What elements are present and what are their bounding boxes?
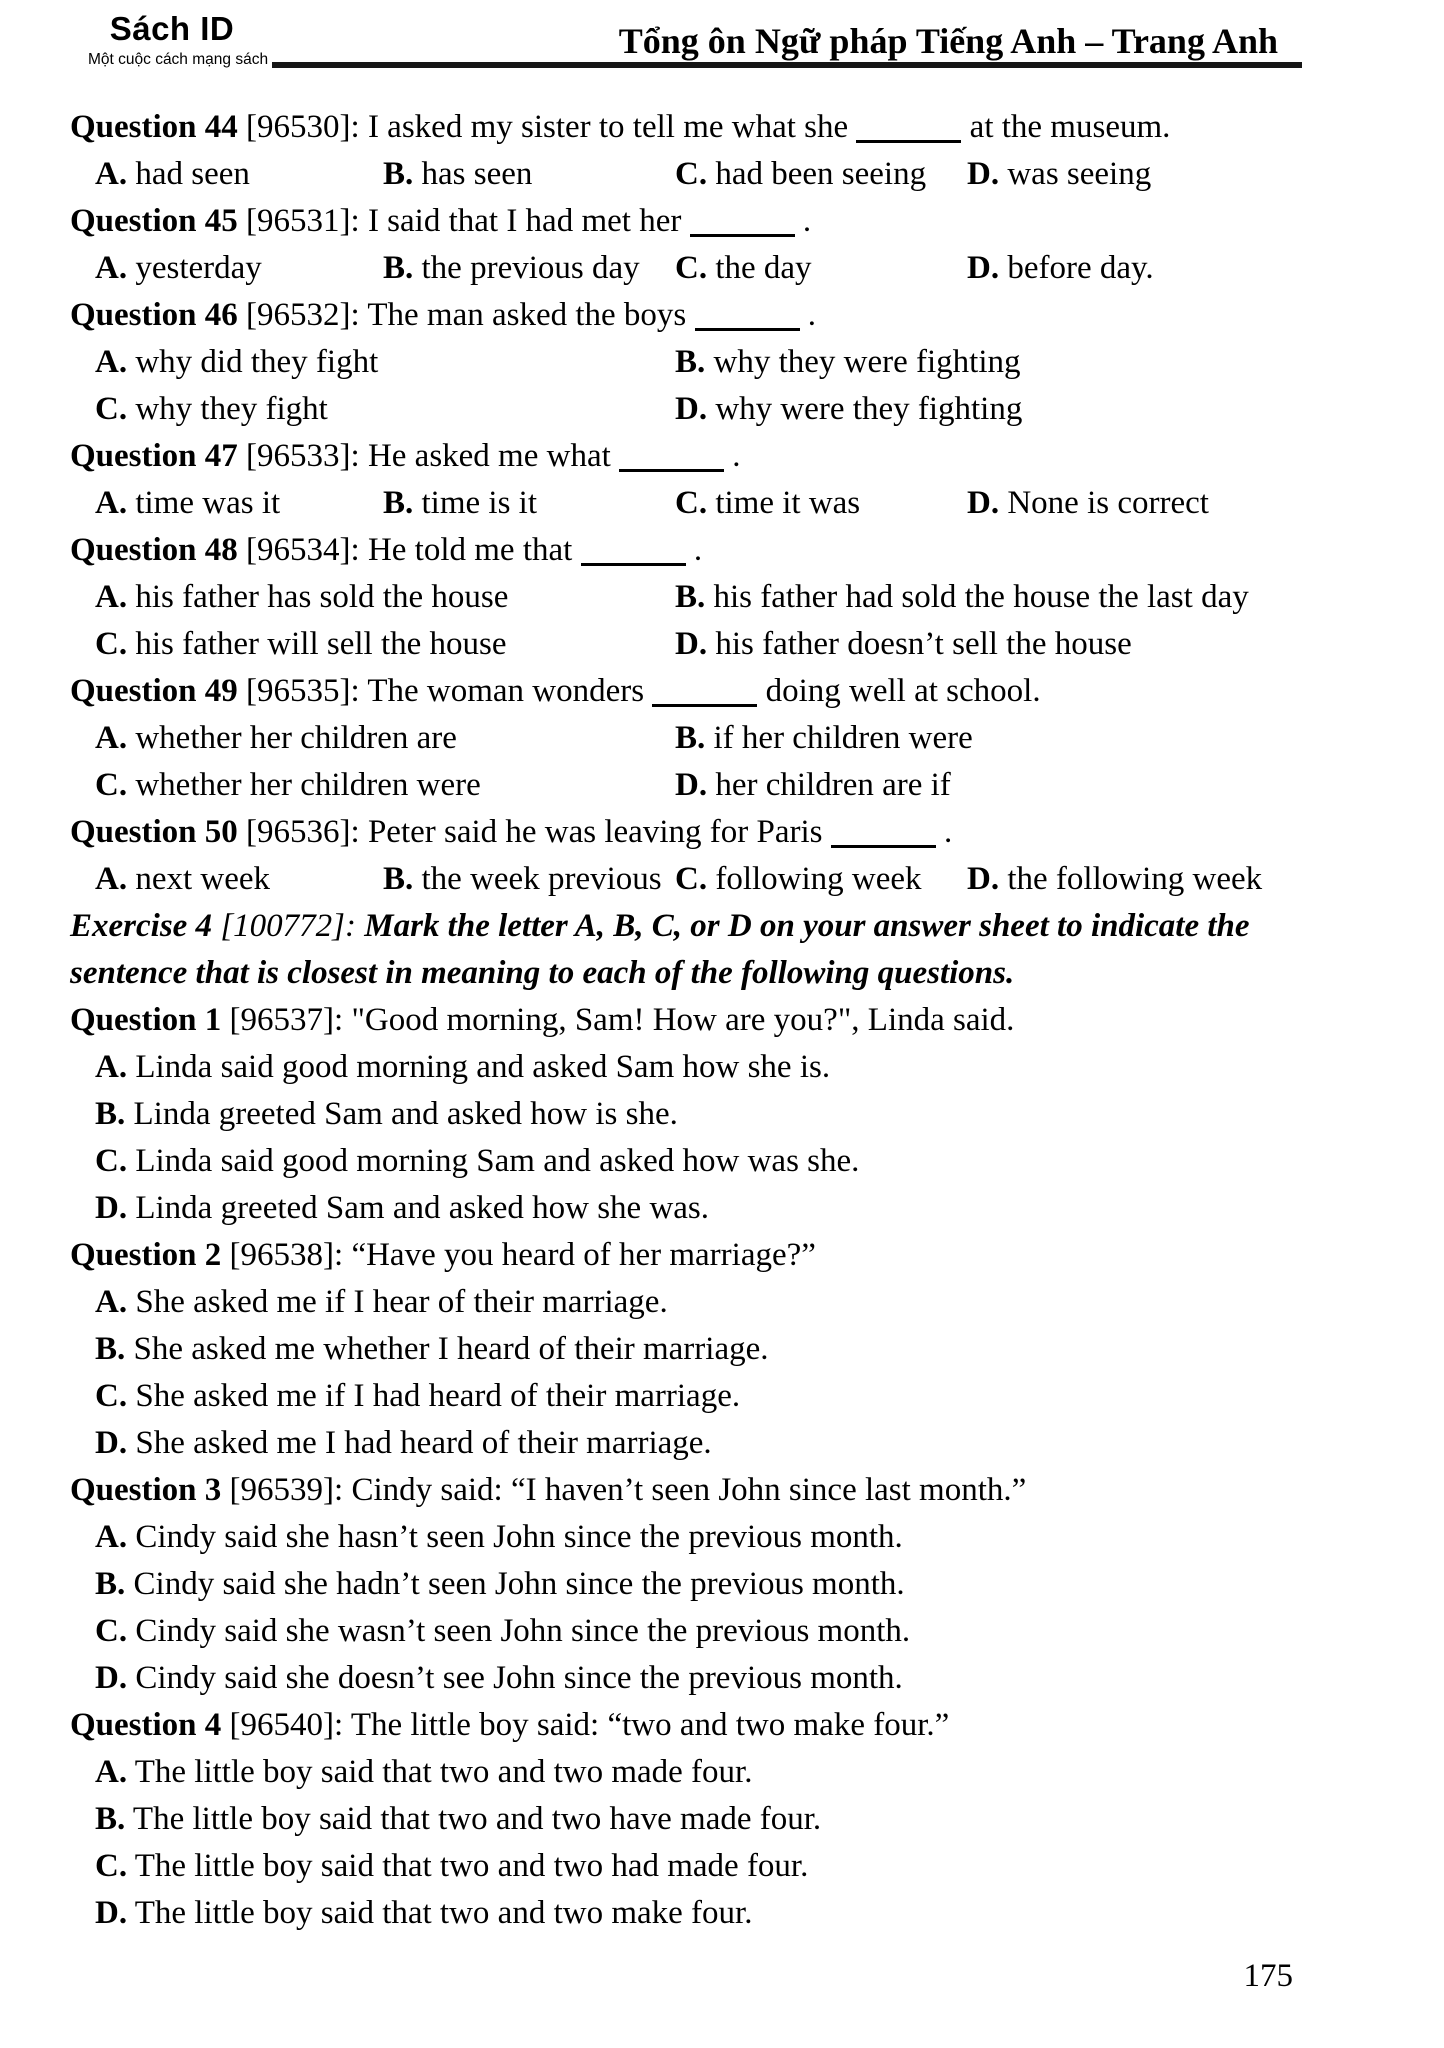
option	[95, 856, 383, 903]
option-text: She asked me if I had heard of their marriage.	[135, 1378, 741, 1414]
option	[383, 856, 675, 903]
option-line	[70, 1326, 1310, 1373]
option-text: Linda said good morning Sam and asked how was she.	[135, 1143, 860, 1179]
option-text: following week	[715, 861, 922, 897]
option	[95, 1895, 752, 1931]
option-letter: D.	[967, 485, 1000, 521]
question-text: The man asked the boys	[367, 297, 695, 333]
option	[95, 1848, 808, 1884]
option-letter: B.	[95, 1566, 126, 1602]
option	[95, 1049, 830, 1085]
option-text: had been seeing	[715, 156, 927, 192]
option-line	[70, 1138, 1310, 1185]
question-list	[70, 104, 1310, 1937]
option-letter: D.	[675, 626, 708, 662]
option-text: yesterday	[135, 250, 262, 286]
question-stem	[70, 809, 1310, 856]
question-text: .	[935, 814, 953, 850]
option-text: why they were fighting	[713, 344, 1021, 380]
option-text: the following week	[1007, 861, 1263, 897]
option-text: Linda said good morning and asked Sam how she is.	[135, 1049, 831, 1085]
question-stem	[70, 292, 1310, 339]
option-text: whether her children were	[135, 767, 481, 803]
option-letter: C.	[95, 391, 128, 427]
question-text: "Good morning, Sam! How are you?", Linda said.	[351, 1002, 1015, 1038]
answer-blank	[831, 818, 936, 848]
option-letter: D.	[967, 250, 1000, 286]
question-label: Question 49	[70, 673, 238, 709]
option-text: why did they fight	[135, 344, 379, 380]
exercise-code: [100772]:	[220, 908, 356, 944]
option-letter: C.	[95, 1143, 128, 1179]
question-text: The little boy said: “two and two make four.”	[350, 1707, 950, 1743]
question-code: [96535]:	[246, 673, 360, 709]
answer-blank	[695, 301, 800, 331]
option-letter: B.	[383, 156, 414, 192]
answer-blank	[652, 677, 757, 707]
option-text: The little boy said that two and two made four.	[134, 1754, 753, 1790]
question-label: Question 46	[70, 297, 238, 333]
question-code: [96539]:	[229, 1472, 344, 1508]
option-text: the day	[715, 250, 812, 286]
question-label: Question 1	[70, 1002, 222, 1038]
option-text: next week	[135, 861, 271, 897]
option	[95, 762, 675, 809]
question-code: [96536]:	[246, 814, 360, 850]
question-stem	[70, 527, 1310, 574]
question-code: [96537]:	[229, 1002, 344, 1038]
exercise-label: Exercise 4	[70, 908, 213, 944]
option-letter: C.	[675, 250, 708, 286]
question-stem	[70, 433, 1310, 480]
option-text: has seen	[421, 156, 533, 192]
question-text: He asked me what	[367, 438, 620, 474]
question-stem	[70, 668, 1310, 715]
option-text: Cindy said she wasn’t seen John since the previous month.	[135, 1613, 911, 1649]
option-letter: A.	[95, 720, 128, 756]
answer-blank	[581, 536, 686, 566]
option	[967, 151, 1310, 198]
option-text: She asked me if I hear of their marriage.	[135, 1284, 668, 1320]
option-letter: A.	[95, 1519, 128, 1555]
option-line	[70, 1608, 1310, 1655]
page-number: 175	[1243, 1958, 1293, 1994]
option	[95, 1754, 752, 1790]
option	[675, 480, 967, 527]
option-text: whether her children are	[135, 720, 457, 756]
option-letter: B.	[95, 1331, 126, 1367]
option	[95, 574, 675, 621]
option-text: his father has sold the house	[135, 579, 509, 615]
option-letter: B.	[95, 1801, 126, 1837]
question-code: [96531]:	[246, 203, 360, 239]
option-letter: D.	[967, 156, 1000, 192]
page-header-title: Tổng ôn Ngữ pháp Tiếng Anh – Trang Anh	[618, 21, 1278, 61]
option-text: the week previous	[421, 861, 662, 897]
option-text: if her children were	[713, 720, 973, 756]
option-text: why were they fighting	[715, 391, 1023, 427]
option-text: time was it	[135, 485, 281, 521]
question-code: [96532]:	[246, 297, 360, 333]
option	[675, 245, 967, 292]
question-stem	[70, 104, 1310, 151]
question-label: Question 2	[70, 1237, 222, 1273]
question-stem	[70, 1467, 1310, 1514]
option-letter: B.	[383, 250, 414, 286]
answer-blank	[856, 113, 961, 143]
question-label: Question 44	[70, 109, 238, 145]
publisher-logo-title: Sách ID	[109, 10, 235, 47]
options-row	[70, 574, 1310, 621]
option-line	[70, 1044, 1310, 1091]
option-text: his father doesn’t sell the house	[715, 626, 1132, 662]
option-text: his father had sold the house the last day	[713, 579, 1249, 615]
question-label: Question 3	[70, 1472, 222, 1508]
exercise-instruction: sentence that is closest in meaning to each of the following questions.	[70, 955, 1015, 991]
option-letter: C.	[95, 1848, 128, 1884]
option-line	[70, 1655, 1310, 1702]
option-letter: D.	[967, 861, 1000, 897]
question-stem	[70, 198, 1310, 245]
option-line	[70, 1843, 1310, 1890]
option-text: the previous day	[421, 250, 640, 286]
question-stem	[70, 1232, 1310, 1279]
options-row	[70, 245, 1310, 292]
question-label: Question 50	[70, 814, 238, 850]
option-letter: B.	[95, 1096, 126, 1132]
option-text: None is correct	[1007, 485, 1209, 521]
option	[95, 715, 675, 762]
option-letter: B.	[675, 344, 706, 380]
option-letter: B.	[383, 485, 414, 521]
option-letter: B.	[675, 579, 706, 615]
question-code: [96533]:	[246, 438, 360, 474]
option	[967, 856, 1310, 903]
question-text: at the museum.	[961, 109, 1171, 145]
publisher-logo	[88, 10, 269, 68]
exercise-heading-line	[70, 903, 1310, 950]
option-letter: A.	[95, 579, 128, 615]
option	[95, 1425, 712, 1461]
option	[95, 1566, 905, 1602]
option	[383, 480, 675, 527]
option-text: Cindy said she hasn’t seen John since the previous month.	[135, 1519, 903, 1555]
option-line	[70, 1373, 1310, 1420]
option	[95, 1613, 910, 1649]
question-code: [96530]:	[246, 109, 360, 145]
answer-blank	[690, 207, 795, 237]
option	[383, 245, 675, 292]
option	[675, 339, 1310, 386]
options-row	[70, 715, 1310, 762]
option	[675, 386, 1310, 433]
option	[967, 480, 1310, 527]
option	[675, 856, 967, 903]
option-line	[70, 1796, 1310, 1843]
option-letter: D.	[675, 391, 708, 427]
question-text: doing well at school.	[757, 673, 1041, 709]
option-letter: D.	[95, 1895, 128, 1931]
option	[95, 1519, 903, 1555]
option-letter: C.	[675, 861, 708, 897]
option-line	[70, 1091, 1310, 1138]
option-text: The little boy said that two and two have made four.	[132, 1801, 822, 1837]
option	[95, 1143, 859, 1179]
option	[95, 1378, 740, 1414]
options-row	[70, 151, 1310, 198]
question-text: .	[794, 203, 812, 239]
option	[95, 1190, 709, 1226]
question-text: Cindy said: “I haven’t seen John since last month.”	[351, 1472, 1027, 1508]
question-text: I said that I had met her	[367, 203, 690, 239]
exercise-heading-line	[70, 950, 1310, 997]
option	[95, 1331, 769, 1367]
option	[675, 574, 1310, 621]
question-text: The woman wonders	[367, 673, 653, 709]
option	[95, 1801, 821, 1837]
option	[95, 1660, 903, 1696]
option-text: Cindy said she hadn’t seen John since the previous month.	[133, 1566, 905, 1602]
options-row	[70, 386, 1310, 433]
options-row	[70, 339, 1310, 386]
option-text: She asked me I had heard of their marriage.	[135, 1425, 712, 1461]
option-text: time is it	[421, 485, 538, 521]
question-label: Question 4	[70, 1707, 222, 1743]
question-text: .	[685, 532, 703, 568]
question-code: [96534]:	[246, 532, 360, 568]
option	[95, 339, 675, 386]
option-letter: B.	[383, 861, 414, 897]
question-text: .	[799, 297, 817, 333]
answer-blank	[619, 442, 724, 472]
option-letter: B.	[675, 720, 706, 756]
option-text: She asked me whether I heard of their marriage.	[133, 1331, 769, 1367]
option-line	[70, 1420, 1310, 1467]
options-row	[70, 621, 1310, 668]
option-text: Linda greeted Sam and asked how she was.	[135, 1190, 710, 1226]
option	[967, 245, 1310, 292]
option-letter: C.	[95, 1613, 128, 1649]
question-label: Question 47	[70, 438, 238, 474]
exercise-instruction: Mark the letter A, B, C, or D on your answer sheet to indicate the	[364, 908, 1250, 944]
option	[675, 621, 1310, 668]
option	[675, 715, 1310, 762]
question-text: I asked my sister to tell me what she	[367, 109, 857, 145]
option-text: Cindy said she doesn’t see John since the previous month.	[135, 1660, 903, 1696]
question-stem	[70, 1702, 1310, 1749]
option	[95, 480, 383, 527]
option-text: had seen	[135, 156, 250, 192]
question-text: .	[724, 438, 741, 474]
option-text: why they fight	[135, 391, 328, 427]
question-code: [96540]:	[229, 1707, 344, 1743]
option-letter: A.	[95, 1049, 128, 1085]
option	[383, 151, 675, 198]
option-line	[70, 1561, 1310, 1608]
option	[675, 762, 1310, 809]
option-letter: C.	[675, 156, 708, 192]
publisher-logo-subtitle: Một cuộc cách mạng sách	[88, 50, 269, 68]
option-letter: D.	[95, 1190, 128, 1226]
question-text: “Have you heard of her marriage?”	[351, 1237, 816, 1273]
option-letter: C.	[95, 767, 128, 803]
option-letter: C.	[675, 485, 708, 521]
option	[95, 245, 383, 292]
option-text: her children are if	[715, 767, 951, 803]
options-row	[70, 762, 1310, 809]
option	[675, 151, 967, 198]
option-letter: A.	[95, 1284, 128, 1320]
option	[95, 1284, 668, 1320]
option-letter: D.	[95, 1425, 128, 1461]
option-letter: D.	[95, 1660, 128, 1696]
question-text: He told me that	[367, 532, 581, 568]
question-stem	[70, 997, 1310, 1044]
option-text: before day.	[1007, 250, 1154, 286]
option-letter: D.	[675, 767, 708, 803]
header-double-rule	[272, 62, 1302, 68]
question-text: Peter said he was leaving for Paris	[367, 814, 831, 850]
option-text: his father will sell the house	[135, 626, 507, 662]
option-letter: C.	[95, 626, 128, 662]
option-line	[70, 1890, 1310, 1937]
option-letter: C.	[95, 1378, 128, 1414]
option	[95, 621, 675, 668]
option-text: time it was	[715, 485, 861, 521]
options-row	[70, 480, 1310, 527]
option-letter: A.	[95, 485, 128, 521]
option-letter: A.	[95, 344, 128, 380]
option-text: The little boy said that two and two had made four.	[134, 1848, 809, 1884]
option-letter: A.	[95, 250, 128, 286]
option-letter: A.	[95, 1754, 128, 1790]
option-line	[70, 1185, 1310, 1232]
option-line	[70, 1514, 1310, 1561]
option	[95, 386, 675, 433]
option-text: was seeing	[1007, 156, 1152, 192]
option	[95, 151, 383, 198]
question-label: Question 48	[70, 532, 238, 568]
option-text: The little boy said that two and two make four.	[134, 1895, 753, 1931]
option-letter: A.	[95, 156, 128, 192]
question-label: Question 45	[70, 203, 238, 239]
options-row	[70, 856, 1310, 903]
option-text: Linda greeted Sam and asked how is she.	[133, 1096, 678, 1132]
option-line	[70, 1749, 1310, 1796]
option-line	[70, 1279, 1310, 1326]
question-code: [96538]:	[229, 1237, 344, 1273]
option-letter: A.	[95, 861, 128, 897]
option	[95, 1096, 678, 1132]
